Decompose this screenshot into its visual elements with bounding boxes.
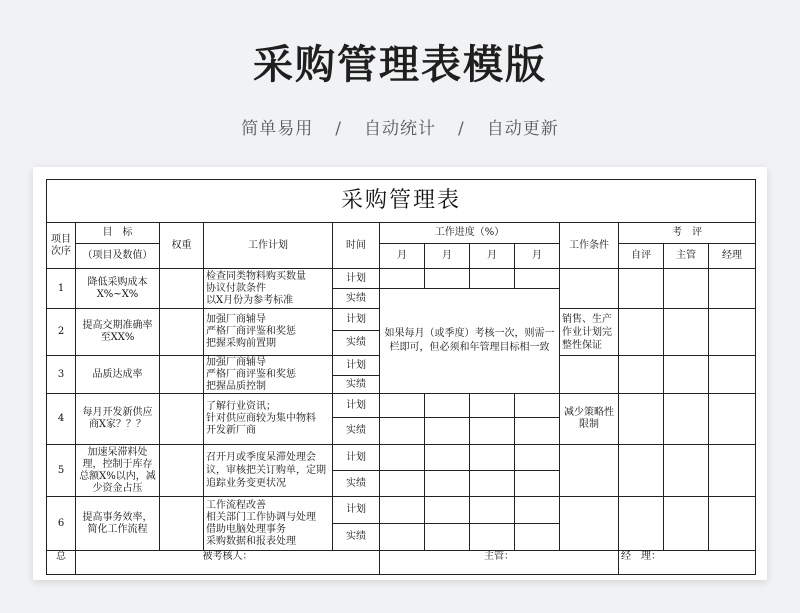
progress-cell[interactable] [380,497,425,524]
spreadsheet-preview [33,167,767,580]
progress-cell[interactable] [470,394,515,418]
plan-line: 严格厂商评鉴和奖惩 [206,326,296,337]
row-target: 每月开发新供应商X家？？？ [76,394,160,445]
actual-label: 实绩 [333,418,380,445]
condition-cell: 销售、生产作业计划完整性保证 [560,309,619,356]
header-month: 月 [515,244,560,269]
actual-label: 实绩 [333,289,380,309]
row-plan [204,497,333,551]
eval-cell[interactable] [619,356,664,394]
eval-cell[interactable] [664,269,709,309]
plan-line: 加强厂商辅导 [206,314,266,325]
row-target: 加速呆滞料处理，控制于库存总额X%以内，减少资金占压 [76,445,160,497]
row-weight[interactable] [160,497,204,551]
actual-label: 实绩 [333,471,380,497]
progress-cell[interactable] [515,418,560,445]
header-manager: 经理 [709,244,756,269]
eval-cell[interactable] [664,309,709,356]
plan-line: 采购数据和报表处理 [206,535,296,547]
header-month: 月 [425,244,470,269]
plan-line: 严格厂商评鉴和奖惩 [206,368,296,380]
row-seq: 2 [47,309,76,356]
row-seq: 3 [47,356,76,394]
eval-cell[interactable] [619,497,664,551]
progress-cell[interactable] [515,445,560,471]
plan-label: 计划 [333,356,380,376]
header-self: 自评 [619,244,664,269]
row-target: 降低采购成本X%~X% [76,269,160,309]
eval-cell[interactable] [709,497,756,551]
eval-cell[interactable] [664,497,709,551]
progress-cell[interactable] [515,269,560,289]
row-weight[interactable] [160,269,204,309]
condition-cell[interactable] [560,445,619,497]
header-month: 月 [470,244,515,269]
subtitle-item-stats: 自动统计 [364,119,436,139]
plan-line: 相关部门工作协调与处理 [206,511,316,523]
progress-cell[interactable] [470,269,515,289]
plan-line: 把握品质控制 [206,380,266,392]
eval-cell[interactable] [664,356,709,394]
plan-line: 开发新厂商 [206,425,256,436]
actual-label: 实绩 [333,331,380,356]
eval-cell[interactable] [619,445,664,497]
header-target: 目 标 [76,223,160,244]
condition-cell[interactable] [560,356,619,394]
header-progress: 工作进度（%） [380,223,560,244]
table-title: 采购管理表 [47,180,756,223]
eval-cell[interactable] [619,309,664,356]
progress-cell[interactable] [470,524,515,551]
progress-cell[interactable] [515,497,560,524]
progress-cell[interactable] [380,445,425,471]
plan-line: 针对供应商较为集中物料 [206,413,316,424]
row-seq: 4 [47,394,76,445]
progress-cell[interactable] [425,269,470,289]
subtitle-item-update: 自动更新 [486,119,559,139]
progress-cell[interactable] [425,394,470,418]
row-target: 提高交期准确率至XX% [76,309,160,356]
condition-cell[interactable] [560,497,619,551]
subtitle-bar [0,114,800,139]
row-plan: 召开月或季度呆滞处理会议，审核把关订购单，定期追踪业务变更状况 [204,445,333,497]
total-label: 总 [47,551,76,575]
plan-line: 了解行业资讯； [206,401,276,412]
progress-cell[interactable] [380,524,425,551]
row-weight[interactable] [160,309,204,356]
subtitle-separator: / [335,119,342,139]
progress-cell[interactable] [470,445,515,471]
condition-cell: 减少策略性限制 [560,394,619,445]
plan-line: 加强厂商辅导 [206,356,266,368]
progress-cell[interactable] [425,497,470,524]
eval-cell[interactable] [664,445,709,497]
eval-cell[interactable] [619,269,664,309]
row-target: 提高事务效率，简化工作流程 [76,497,160,551]
row-weight[interactable] [160,356,204,394]
page-title: 采购管理表模版 [253,42,547,88]
header-plan: 工作计划 [204,223,333,269]
eval-cell[interactable] [709,269,756,309]
assessed-label: 被考核人： [76,551,380,575]
progress-cell[interactable] [470,418,515,445]
row-seq: 5 [47,445,76,497]
plan-line: 以X月份为参考标准 [206,294,294,306]
subtitle-item-easy: 简单易用 [241,119,314,139]
procurement-table [46,179,756,575]
header-month: 月 [380,244,425,269]
row-plan [204,394,333,445]
row-plan [204,356,333,394]
header-conditions: 工作条件 [560,223,619,269]
condition-cell[interactable] [560,269,619,309]
progress-cell[interactable] [425,445,470,471]
row-plan [204,309,333,356]
actual-label: 实绩 [333,524,380,551]
progress-cell[interactable] [515,471,560,497]
header-seq: 项目次序 [47,223,76,269]
plan-line: 协议付款条件 [206,282,266,294]
progress-cell[interactable] [380,394,425,418]
header-time: 时间 [333,223,380,269]
progress-cell[interactable] [380,471,425,497]
progress-cell[interactable] [470,471,515,497]
progress-cell[interactable] [515,394,560,418]
progress-cell[interactable] [425,471,470,497]
row-target: 品质达成率 [76,356,160,394]
supervisor-sign-label: 主管： [380,551,619,575]
row-weight[interactable] [160,445,204,497]
merged-progress-note: 如果每月（或季度）考核一次，则需一栏即可，但必须和年管理目标相一致 [380,289,560,394]
plan-label: 计划 [333,309,380,331]
eval-cell[interactable] [709,356,756,394]
plan-label: 计划 [333,269,380,289]
header-supervisor: 主管 [664,244,709,269]
progress-cell[interactable] [425,418,470,445]
header-eval: 考 评 [619,223,756,244]
row-seq: 6 [47,497,76,551]
header-target-sub: （项目及数值） [76,244,160,269]
row-seq: 1 [47,269,76,309]
plan-label: 计划 [333,497,380,524]
subtitle-separator: / [458,119,465,139]
eval-cell[interactable] [709,394,756,445]
actual-label: 实绩 [333,376,380,394]
eval-cell[interactable] [709,445,756,497]
progress-cell[interactable] [515,524,560,551]
plan-label: 计划 [333,394,380,418]
plan-line: 工作流程改善 [206,499,266,511]
progress-cell[interactable] [425,524,470,551]
plan-label: 计划 [333,445,380,471]
eval-cell[interactable] [664,394,709,445]
progress-cell[interactable] [470,497,515,524]
header-weight: 权重 [160,223,204,269]
plan-line: 把握采购前置期 [206,338,276,349]
eval-cell[interactable] [619,394,664,445]
plan-line: 检查同类物料购买数量 [206,270,306,282]
eval-cell[interactable] [709,309,756,356]
plan-line: 借助电脑处理事务 [206,523,286,535]
progress-cell[interactable] [380,418,425,445]
manager-sign-label: 经 理： [619,551,756,575]
progress-cell[interactable] [380,269,425,289]
row-plan [204,269,333,309]
row-weight[interactable] [160,394,204,445]
